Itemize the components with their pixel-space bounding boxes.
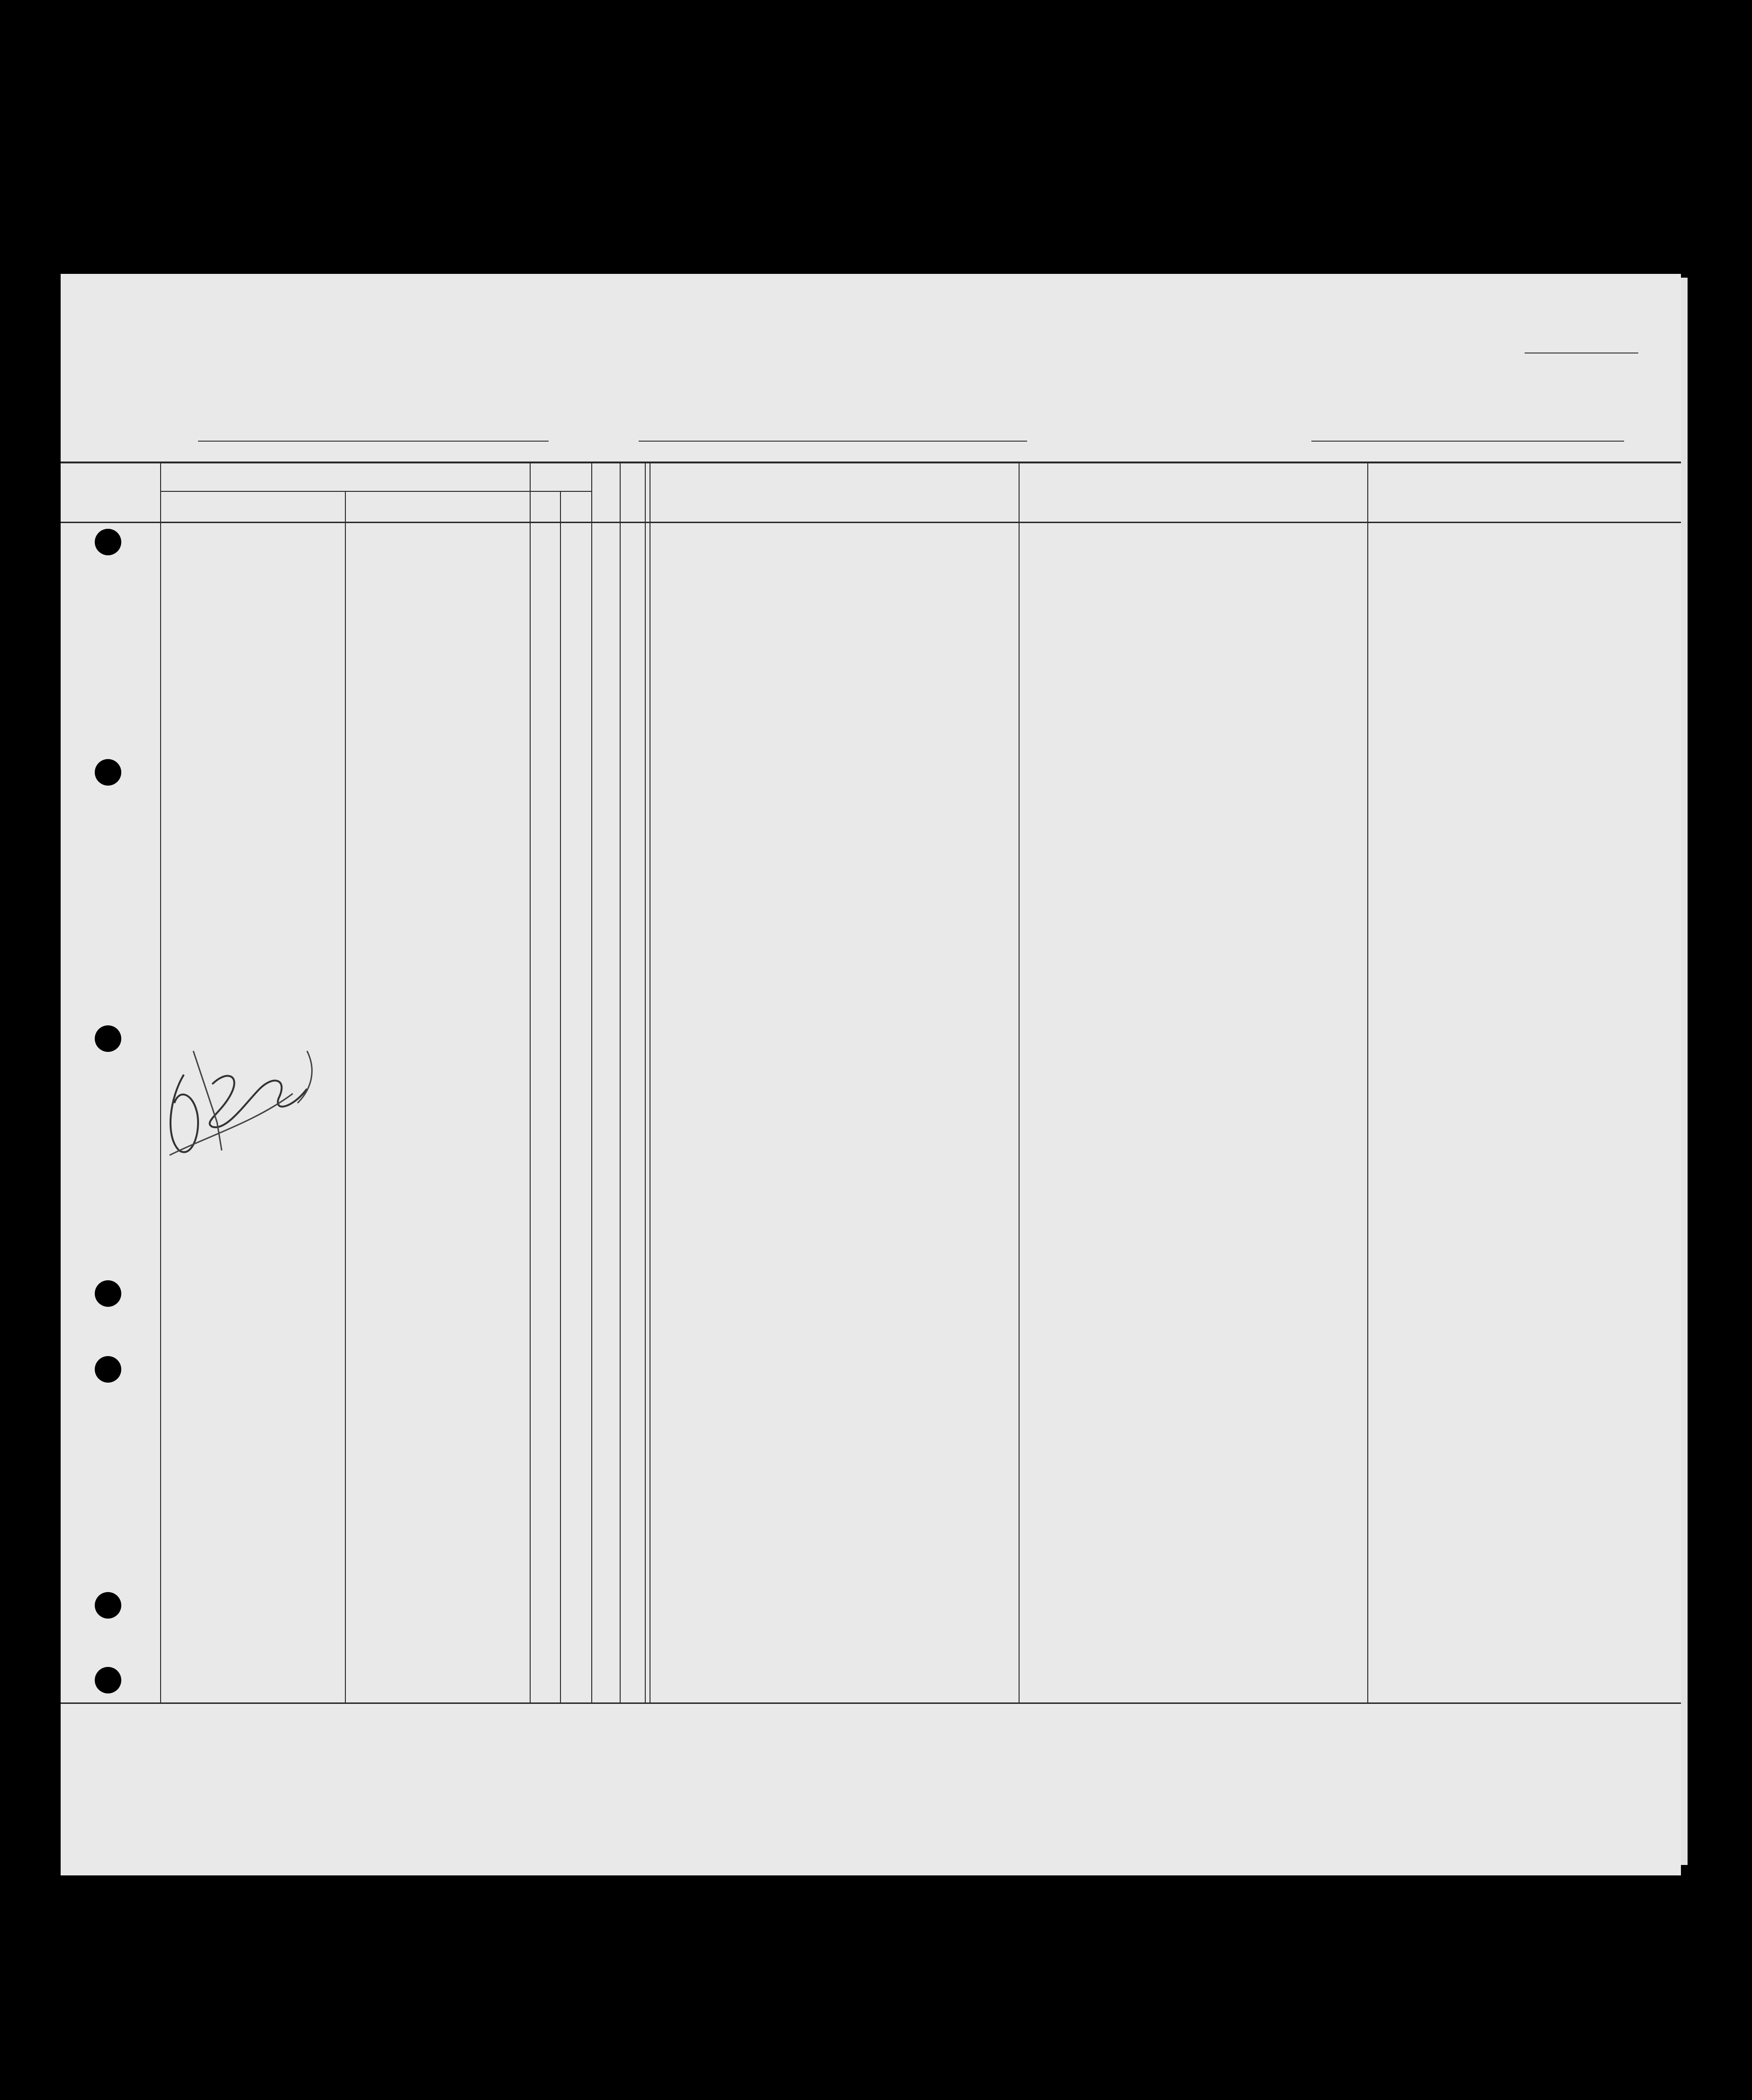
col-divider — [1019, 462, 1020, 1703]
col-divider — [1367, 462, 1368, 1703]
punch-hole — [95, 1667, 121, 1693]
col-divider — [591, 462, 592, 1703]
col-divider — [560, 492, 561, 1703]
punch-hole — [95, 759, 121, 786]
punch-hole — [95, 1025, 121, 1052]
col-divider — [620, 462, 621, 1703]
name-header-divider — [160, 491, 530, 492]
manifest-sheet — [61, 274, 1681, 1875]
col-divider — [530, 462, 531, 1703]
page-edge — [1681, 278, 1688, 1865]
table-top-border — [61, 462, 1681, 463]
arrival-underline — [1311, 441, 1624, 442]
punch-hole — [95, 1592, 121, 1619]
col-divider — [645, 462, 646, 1703]
punch-hole — [95, 529, 121, 555]
header-bottom-border — [61, 522, 1681, 523]
departure-underline — [639, 441, 1027, 442]
punch-hole — [95, 1356, 121, 1383]
table-bottom-border — [61, 1702, 1681, 1704]
ship-underline — [198, 441, 549, 442]
inspector-signature — [151, 1032, 369, 1188]
punch-hole — [95, 1280, 121, 1307]
age-header-divider — [530, 491, 591, 492]
